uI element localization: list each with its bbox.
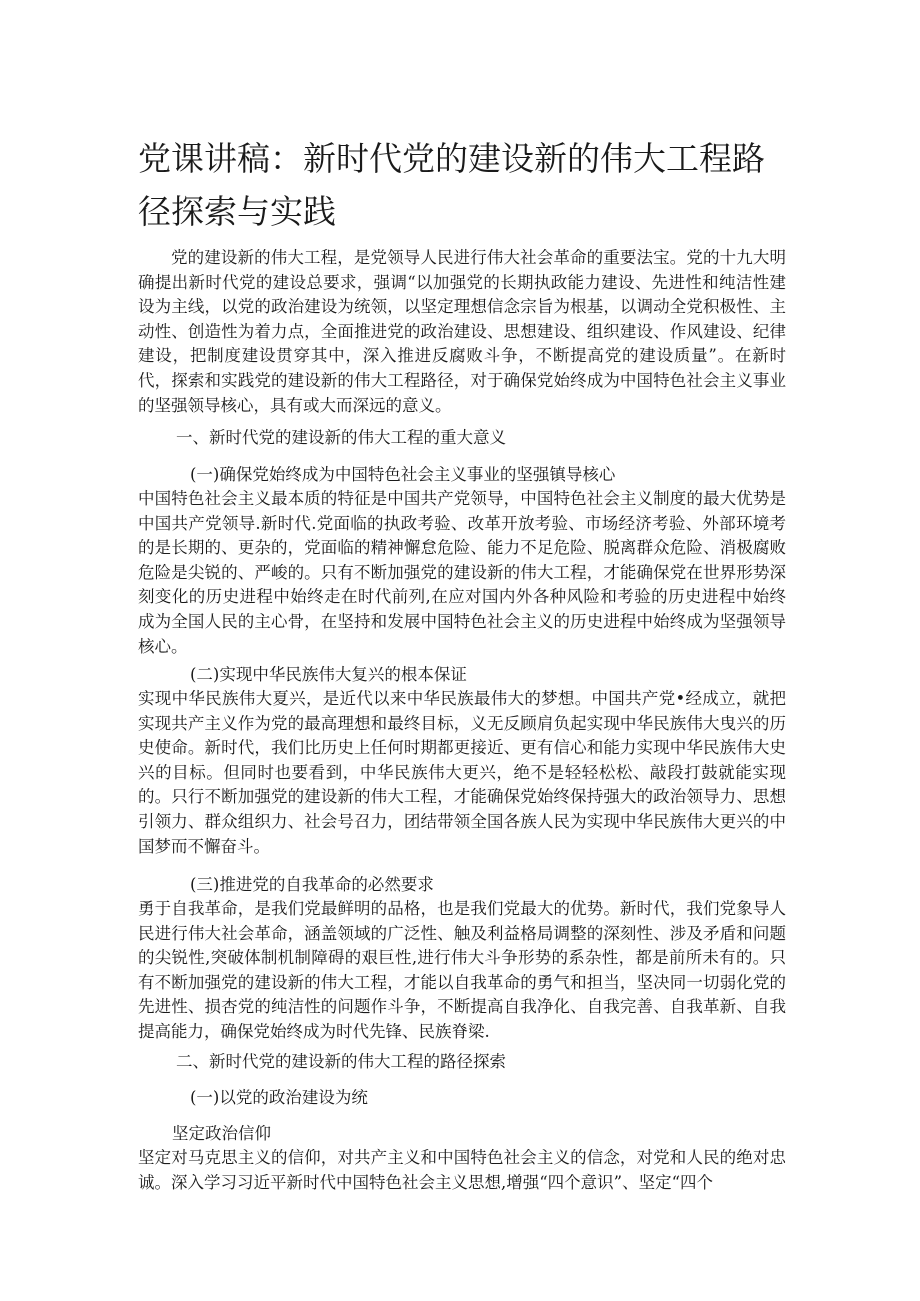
subsection-body-1-2: 实现中华民族伟大夏兴，是近代以来中华民族最伟大的梦想。中国共产党•经成立，就把实现共产主义作为党的最高理想和最终目标，义无反顾肩负起实现中华民族伟大曳兴的历史使命。新时代，我们比历史上任何时期都更接近、更有信心和能力实现中华民族伟大史兴的目标。但同时也要看到，中华民族伟大更兴，绝不是轻轻松松、敲段打鼓就能实现的。只行不断加强党的建设新的伟大工程，才能确保党始终保持强大的政治领导力、思想引领力、群众组织力、社会号召力，团结带领全国各族人民为实现中华民族伟大更兴的中国梦而不懈奋斗。 [138, 689, 786, 856]
subsection-heading-1-2: (二)实现中华民族伟大复兴的根本保证 [190, 665, 467, 684]
item-heading-2-1-1: 坚定政治信仰 [172, 1124, 271, 1143]
section-heading-2: 二、新时代党的建设新的伟大工程的路径探索 [176, 1052, 506, 1071]
subsection-body-1-3: 勇于自我革命，是我们党最鲜明的品格，也是我们党最大的优势。新时代，我们党象导人民进行伟大社会革命，涵盖领域的广泛性、触及利益格局调整的深刻性、涉及矛盾和问题的尖锐性,突破体制机制障碍的艰巨性,进行伟大斗争形势的系杂性，都是前所未有的。只有不断加强党的建设新的伟大工程，才能以自我革命的勇气和担当，坚决同一切弱化党的先进性、损杏党的纯洁性的问题作斗争，不断提高自我净化、自我完善、自我革新、自我提高能力，确保党始终成为时代先锋、民族脊梁. [138, 899, 786, 1041]
subsection-body-1-1: 中国特色社会主义最本质的特征是中国共产党领导，中国特色社会主义制度的最大优势是中国共产党领导.新时代.党面临的执政考验、改革开放考验、市场经济考验、外部环境考的是长期的、更杂的，党面临的精神懈怠危险、能力不足危险、脱离群众危险、消极腐败危险是尖锐的、严峻的。只有不断加强党的建设新的伟大工程，才能确保党在世界形势深刻变化的历史进程中始终走在时代前列,在应对国内外各种风险和考验的历史进程中始终成为全国人民的主心骨，在坚持和发展中国特色社会主义的历史进程中始终成为坚强领导核心。 [138, 489, 786, 656]
document-title: 党课讲稿：新时代党的建设新的伟大工程路径探索与实践 [138, 139, 765, 231]
subsection-heading-2-1: (一)以党的政治建设为统 [190, 1088, 368, 1107]
intro-paragraph: 党的建设新的伟大工程，是党领导人民进行伟大社会革命的重要法宝。党的十九大明确提出新时代党的建设总要求，强调“以加强党的长期执政能力建设、先进性和纯洁性建设为主线，以党的政治建设为统领，以坚定理想信念宗旨为根基，以调动全党积极性、主动性、创造性为着力点，全面推进党的政治建设、思想建设、组织建设、作风建设、纪律建设，把制度建设贯穿其中，深入推进反腐败斗争，不断提高党的建设质量”。在新时代，探索和实践党的建设新的伟大工程路径，对于确保党始终成为中国特色社会主义事业的坚强领导核心，具有或大而深远的意义。 [138, 248, 786, 415]
subsection-heading-1-3: (三)推进党的自我革命的必然要求 [190, 875, 434, 894]
subsection-heading-1-1: (一)确保党始终成为中国特色社会主义事业的坚强镇导核心 [190, 465, 616, 484]
section-heading-1: 一、新时代党的建设新的伟大工程的重大意义 [176, 428, 506, 447]
item-body-2-1-1: 坚定对马克思主义的信仰，对共产主义和中国特色社会主义的信念，对党和人民的绝对忠诚。深入学习习近平新时代中国特色社会主义思想,增强“四个意识”、坚定“四个 [138, 1148, 786, 1192]
